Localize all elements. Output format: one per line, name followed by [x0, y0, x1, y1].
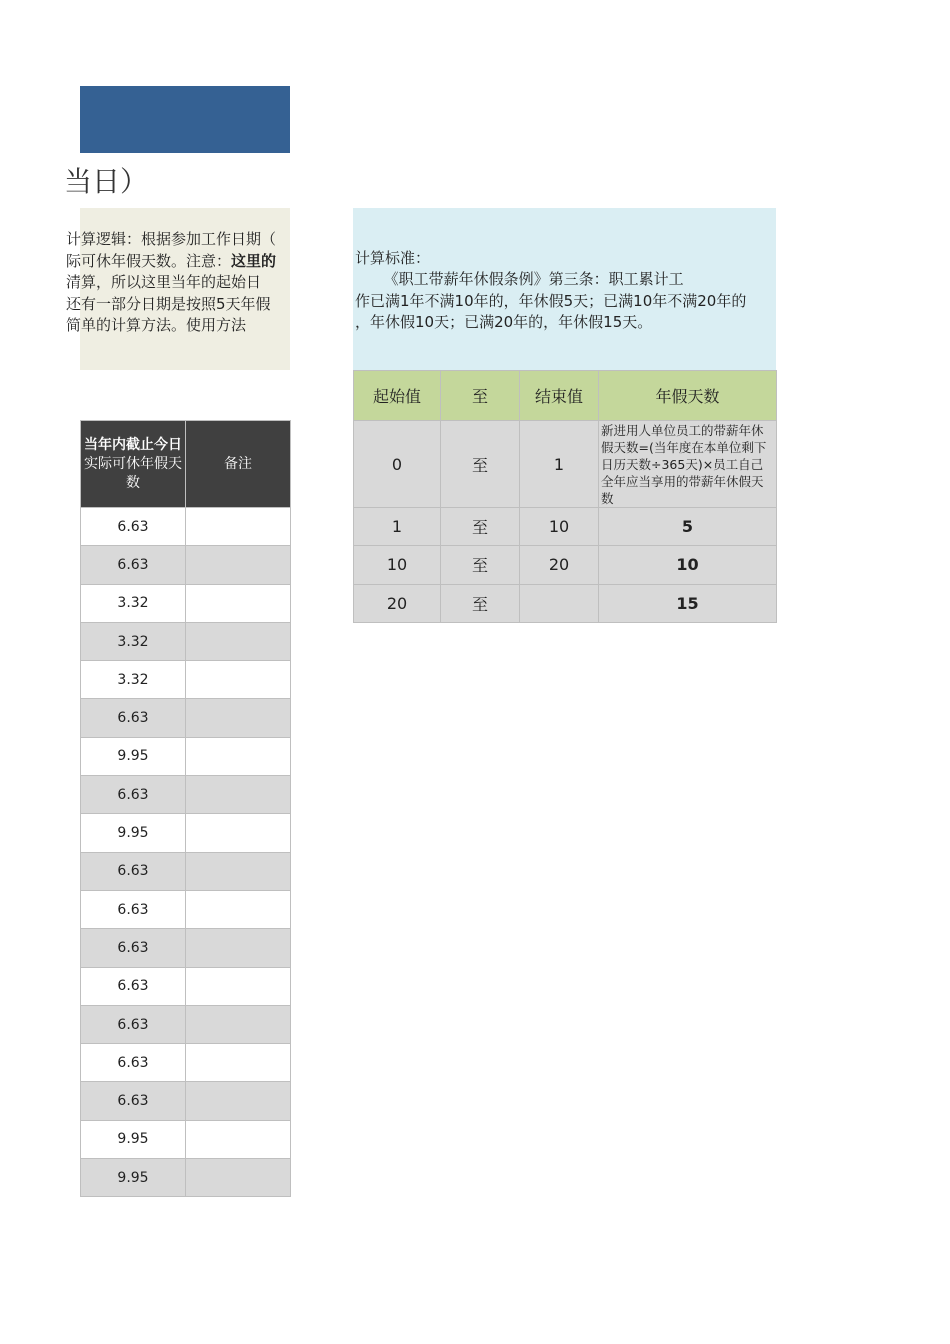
logic-note-line: 简单的计算方法。使用方法 [66, 316, 247, 334]
cell-actual-days: 3.32 [81, 622, 186, 660]
cell-actual-days: 6.63 [81, 967, 186, 1005]
standard-label: 计算标准： [355, 249, 431, 267]
cell-to: 至 [441, 546, 520, 584]
cell-remarks [186, 661, 291, 699]
table-row [81, 1005, 291, 1043]
table-row [354, 546, 777, 584]
header-actual-days: 当年内截止今日 实际可休年假天数 [81, 421, 186, 508]
cell-actual-days: 6.63 [81, 546, 186, 584]
cell-remarks [186, 776, 291, 814]
cell-remarks [186, 814, 291, 852]
table-row [81, 852, 291, 890]
cell-actual-days: 6.63 [81, 776, 186, 814]
logic-note-line: 还有一部分日期是按照5天年假 [66, 294, 271, 313]
cell-actual-days: 6.63 [81, 1082, 186, 1120]
cell-remarks [186, 699, 291, 737]
table-row [81, 546, 291, 584]
cell-actual-days: 3.32 [81, 584, 186, 622]
header-start: 起始值 [354, 371, 441, 421]
standard-line: ，年休假10天；已满20年的，年休假15天。 [355, 313, 653, 331]
table-row [81, 1159, 291, 1197]
cell-start: 0 [354, 421, 441, 508]
logic-note-box [66, 208, 290, 370]
cell-remarks [186, 1005, 291, 1043]
cell-actual-days: 3.32 [81, 661, 186, 699]
logic-note-line: 际可休年假天数。注意：这里的 [66, 251, 277, 270]
cell-end: 1 [520, 421, 599, 508]
table-row [81, 737, 291, 775]
cell-actual-days: 6.63 [81, 508, 186, 546]
header-remarks: 备注 [186, 421, 291, 508]
table-header-row [354, 371, 777, 421]
cell-remarks [186, 1120, 291, 1158]
header-banner [80, 86, 290, 153]
logic-note-line: 清算，所以这里当年的起始日 [66, 273, 262, 291]
cell-start: 10 [354, 546, 441, 584]
cell-end [520, 584, 599, 622]
table-row [354, 508, 777, 546]
cell-remarks [186, 584, 291, 622]
cell-actual-days: 6.63 [81, 1005, 186, 1043]
cell-days: 新进用人单位员工的带薪年休假天数=(当年度在本单位剩下日历天数÷365天)×员工自己全年应当享用的带薪年休假天数 [599, 421, 777, 508]
table-row [81, 890, 291, 928]
cell-actual-days: 9.95 [81, 814, 186, 852]
table-row [81, 699, 291, 737]
cell-remarks [186, 508, 291, 546]
table-row [81, 929, 291, 967]
standard-table [353, 370, 777, 623]
cell-to: 至 [441, 508, 520, 546]
table-row [81, 1044, 291, 1082]
table-row [81, 622, 291, 660]
cell-end: 20 [520, 546, 599, 584]
cell-remarks [186, 929, 291, 967]
cell-end: 10 [520, 508, 599, 546]
cell-to: 至 [441, 421, 520, 508]
cell-actual-days: 6.63 [81, 890, 186, 928]
cell-start: 20 [354, 584, 441, 622]
logic-note-line: 计算逻辑：根据参加工作日期（ [66, 230, 277, 248]
standard-box [353, 208, 776, 370]
table-row [81, 584, 291, 622]
cell-remarks [186, 967, 291, 1005]
standard-line: 作已满1年不满10年的，年休假5天；已满10年不满20年的 [355, 291, 747, 310]
cell-actual-days: 9.95 [81, 1120, 186, 1158]
cell-actual-days: 6.63 [81, 929, 186, 967]
cell-to: 至 [441, 584, 520, 622]
table-header-row [81, 421, 291, 508]
cell-actual-days: 9.95 [81, 737, 186, 775]
table-row [354, 421, 777, 508]
cell-remarks [186, 546, 291, 584]
table-row [354, 584, 777, 622]
cell-days: 10 [599, 546, 777, 584]
table-row [81, 661, 291, 699]
cell-remarks [186, 737, 291, 775]
cell-actual-days: 6.63 [81, 852, 186, 890]
header-days: 年假天数 [599, 371, 777, 421]
table-row [81, 967, 291, 1005]
cell-remarks [186, 622, 291, 660]
cell-actual-days: 9.95 [81, 1159, 186, 1197]
cell-days: 5 [599, 508, 777, 546]
standard-line: 《职工带薪年休假条例》第三条：职工累计工 [355, 270, 684, 288]
table-row [81, 508, 291, 546]
table-row [81, 1082, 291, 1120]
cell-remarks [186, 1044, 291, 1082]
cell-days: 15 [599, 584, 777, 622]
table-row [81, 776, 291, 814]
logic-note-bold: 这里的 [231, 251, 277, 270]
table-row [81, 1120, 291, 1158]
header-to: 至 [441, 371, 520, 421]
cell-remarks [186, 890, 291, 928]
cell-remarks [186, 1082, 291, 1120]
header-end: 结束值 [520, 371, 599, 421]
cell-remarks [186, 1159, 291, 1197]
vacation-days-table [80, 420, 291, 1197]
cell-start: 1 [354, 508, 441, 546]
cell-actual-days: 6.63 [81, 1044, 186, 1082]
page-title: 当日） [64, 165, 149, 198]
table-row [81, 814, 291, 852]
cell-remarks [186, 852, 291, 890]
cell-actual-days: 6.63 [81, 699, 186, 737]
standard-text [355, 269, 746, 334]
